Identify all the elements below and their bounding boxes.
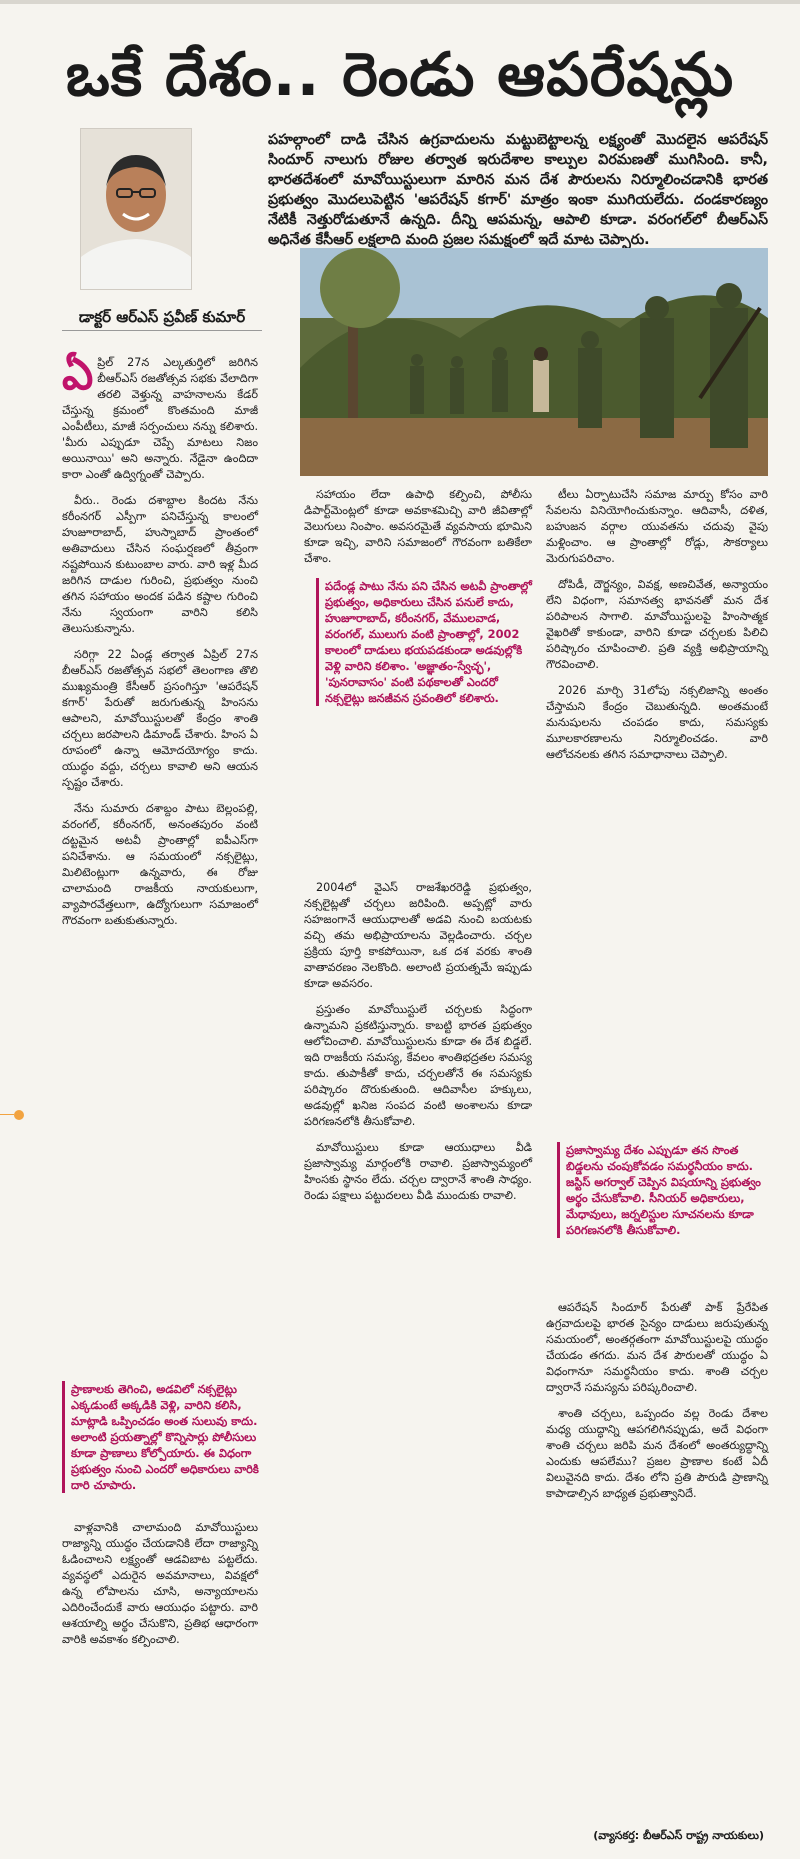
paragraph: మావోయిస్టులు కూడా ఆయుధాలు వీడి ప్రజాస్వామ్య మార్గంలోకి రావాలి. ప్రజాస్వామ్యంలో హింసకు స్థానం లేదు. చర్చల ద్వారానే శాంతి సాధ్యం. రెండు పక్షాలు పట్టుదలలు వీడి ముందుకు రావాలి.: [304, 1141, 532, 1202]
intro-paragraph: పహల్గాంలో దాడి చేసిన ఉగ్రవాదులను మట్టుబెట్టాలన్న లక్ష్యంతో మొదలైన ఆపరేషన్ సిందూర్ నాలుగు రోజుల తర్వాత ఇరుదేశాల కాల్పుల విరమణతో ముగిసింది. కానీ, భారతదేశంలో మావోయిస్టులుగా మారిన మన దేశ పౌరులను నిర్మూలించడానికి భారత ప్రభుత్వం మొదలుపెట్టిన 'ఆపరేషన్ కగార్' మాత్రం ఇంకా ముగియలేదు. దండకారణ్యం నేటికీ నెత్తురోడుతూనే ఉన్నది. దీన్ని ఆపమన్న, ఆపాలి కూడా. వరంగల్‌లో బీఆర్ఎస్ అధినేత కేసీఆర్ లక్షలాది మంది ప్రజల సమక్షంలో ఇదే మాట చెప్పారు.: [268, 132, 768, 248]
headline: ఒకే దేశం.. రెండు ఆపరేషన్లు: [65, 40, 735, 110]
byline-divider: [62, 330, 262, 331]
paragraph: ప్రస్తుతం మావోయిస్టులే చర్చలకు సిద్ధంగా ఉన్నామని ప్రకటిస్తున్నారు. కాబట్టి భారత ప్రభుత్వం ఆలోచించాలి. మావోయిస్టులను కూడా ఈ దేశ బిడ్డలే. ఇది రాజకీయ సమస్య, కేవలం శాంతిభద్రతల సమస్య కాదు. తుపాకీతో కాదు, చర్చలతోనే ఈ సమస్యకు పరిష్కారం దొరుకుతుంది. ఆదివాసీల హక్కులు, అడవుల్లో ఖనిజ సంపద వంటి అంశాలను కూడా పరిగణనలోకి తీసుకోవాలి.: [304, 1003, 532, 1128]
article-column-3: [546, 487, 768, 773]
author-credit: (వ్యాసకర్త: బీఆర్ఎస్ రాష్ట్ర నాయకులు): [593, 1829, 764, 1842]
security-forces-photo: [300, 248, 768, 476]
paragraph: టీలు ఏర్పాటుచేసి సమాజ మార్పు కోసం వారి సేవలను వినియోగించుకున్నాం. ఆదివాసీ, దళిత, బహుజన వర్గాల యువతను చదువు వైపు మళ్లించాం. ఆ ప్రాంతాల్లో రోడ్లు, సౌకర్యాలు మెరుగుపరిచాం.: [546, 488, 768, 565]
article-column-1: [62, 349, 258, 939]
article-column-3-continued: [546, 1300, 768, 1512]
article-column-1-continued: [62, 1520, 258, 1658]
paragraph: దోపిడీ, దౌర్జన్యం, వివక్ష, అణచివేత, అన్యాయం లేని విధంగా, సమానత్వ భావనతో మన దేశ పరిపాలన సాగాలి. మావోయిస్టులపై హింసాత్మక వైఖరితో కాకుండా, వారిని కూడా చర్చలకు పిలిచి పరిష్కారం చూపించాలి. ప్రతి వ్యక్తి అభిప్రాయాన్ని గౌరవించాలి.: [546, 578, 768, 671]
paragraph: నేను సుమారు దశాబ్దం పాటు బెల్లంపల్లి, వరంగల్, కరీంనగర్, అనంతపురం వంటి దట్టమైన అటవీ ప్రాంతాల్లో ఐపీఎస్‌గా పనిచేశాను. ఆ సమయంలో నక్సలైట్లు, మిలిటెంట్లుగా ఉన్నవారు, ఈ రోజు చాలామంది రాజకీయ నాయకులుగా, వ్యాపారవేత్తలుగా, ఉద్యోగులుగా సమాజంలో గౌరవంగా బతుకుతున్నారు.: [62, 802, 258, 927]
paragraph: ప్రిల్ 27న ఎల్కతుర్తిలో జరిగిన బీఆర్ఎస్ రజతోత్సవ సభకు వేలాదిగా తరలి వెళ్తున్న వాహనాలను కేడర్ చేస్తున్న క్రమంలో కొంతమంది మాజీ ఎంపీటీలు, మాజీ సర్పంచులు నన్ను కలిశారు. 'మీరు ఎప్పుడూ చెప్పే మాటలు నిజం అయినాయి' అని అన్నారు. నేడైనా ఉందిదా కారా ఎంతో ఉద్విగ్నంతో చెప్పారు.: [62, 356, 258, 481]
pull-quote-2: పదేండ్ల పాటు నేను పని చేసిన అటవీ ప్రాంతాల్లో ప్రభుత్వం, అధికారులు చేసిన పనులే కాదు, హుజూరాబాద్, కరీంనగర్, వేములవాడ, వరంగల్, ములుగు వంటి ప్రాంతాల్లో, 2002 కాలంలో దాడులు భయపడకుండా అడవుల్లోకి వెళ్లి వారిని కలిశాం. 'అజ్ఞాతం-స్వేచ్ఛ', 'పునరావాసం' వంటి పథకాలతో ఎందరో నక్సలైట్లు జనజీవన స్రవంతిలో కలిశారు.: [316, 578, 539, 706]
paragraph: సరిగ్గా 22 ఏండ్ల తర్వాత ఏప్రిల్ 27న బీఆర్ఎస్ రజతోత్సవ సభలో తెలంగాణ తొలి ముఖ్యమంత్రి కేసీఆర్ ప్రసంగిస్తూ 'ఆపరేషన్ కగార్' పేరుతో జరుగుతున్న హింసను ఆపాలని, మావోయిస్టులతో కేంద్రం శాంతి చర్చలు జరపాలని డిమాండ్ చేశారు. హింస ఏ రూపంలో ఉన్నా ఆమోదయోగ్యం కాదు. యుద్ధం వద్దు, చర్చలు కావాలి అని ఆయన స్పష్టం చేశారు.: [62, 648, 258, 789]
pull-quote-3: ప్రజాస్వామ్య దేశం ఎప్పుడూ తన సొంత బిడ్డలను చంపుకోవడం సమర్థనీయం కాదు. జస్టిస్ అగర్వాల్ చెప్పిన విషయాన్ని ప్రభుత్వం అర్థం చేసుకోవాలి. సీనియర్ అధికారులు, మేధావులు, జర్నలిస్టుల సూచనలను కూడా పరిగణనలోకి తీసుకోవాలి.: [557, 1142, 772, 1238]
paragraph: వీరు.. రెండు దశాబ్దాల కిందట నేను కరీంనగర్ ఎస్పీగా పనిచేస్తున్న కాలంలో హుజూరాబాద్, హుస్నాబాద్ ప్రాంతంలో అతివాదులు చేసిన సంఘర్షణలో తీవ్రంగా నష్టపోయిన కుటుంబాల వారు. వారి ఇళ్ల మీద జరిగిన దాడుల గురించి, ప్రభుత్వం నుంచి తగిన సహాయం అందక పడిన కష్టాల గురించి నేను స్వయంగా వారిని కలిసి తెలుసుకున్నాను.: [62, 494, 258, 635]
author-byline: డాక్టర్ ఆర్ఎస్ ప్రవీణ్ కుమార్: [78, 308, 246, 326]
article-column-2: [304, 487, 532, 577]
side-marker-dot: [14, 1110, 24, 1120]
paragraph: 2004లో వైఎస్ రాజశేఖరరెడ్డి ప్రభుత్వం, నక్సలైట్లతో చర్చలు జరిపింది. అప్పట్లో వారు సహజంగానే ఆయుధాలతో అడవి నుంచి బయటకు వచ్చి తమ అభిప్రాయాలను వెల్లడించారు. చర్చల ప్రక్రియ పూర్తి కాకపోయినా, ఒక దశ వరకు శాంతి వాతావరణం నెలకొంది. అలాంటి ప్రయత్నమే ఇప్పుడు కూడా అవసరం.: [304, 881, 532, 990]
pull-quote-1: ప్రాణాలకు తెగించి, అడవిలో నక్సలైట్లు ఎక్కడుంటే అక్కడికి వెళ్లి, వారిని కలిసి, మాట్లాడి ఒప్పించడం అంత సులువు కాదు. అలాంటి ప్రయత్నాల్లో కొన్నిసార్లు పోలీసులు కూడా ప్రాణాలు కోల్పోయారు. ఈ విధంగా ప్రభుత్వం నుంచి ఎందరో అధికారులు వారికి దారి చూపారు.: [62, 1381, 261, 1493]
side-marker-line: [0, 1114, 14, 1115]
top-border: [0, 0, 800, 4]
paragraph: శాంతి చర్చలు, ఒప్పందం వల్ల రెండు దేశాల మధ్య యుద్ధాన్ని ఆపగలిగినప్పుడు, అదే విధంగా శాంతి చర్చలు జరిపి మన దేశంలో అంతర్యుద్ధాన్ని ఎందుకు ఆపలేము? ప్రజల ప్రాణాల కంటే ఏదీ విలువైనది కాదు. దేశం లోని ప్రతి పౌరుడి ప్రాణాన్ని కాపాడాల్సిన బాధ్యత ప్రభుత్వానిదే.: [546, 1407, 768, 1500]
paragraph: ఆపరేషన్ సిందూర్ పేరుతో పాక్ ప్రేరేపిత ఉగ్రవాదులపై భారత సైన్యం దాడులు జరుపుతున్న సమయంలో, అంతర్గతంగా మావోయిస్టులపై యుద్ధం చేయడం తగదు. మన దేశ పౌరులతో యుద్ధం ఏ విధంగానూ సమర్థనీయం కాదు. శాంతి చర్చల ద్వారానే సమస్యను పరిష్కరించాలి.: [546, 1301, 768, 1394]
paragraph: వాళ్లవానికి చాలామంది మావోయిస్టులు రాజ్యాన్ని యుద్ధం చేయడానికి లేదా రాజ్యాన్ని ఓడించాలని లక్ష్యంతో ఆడవిబాట పట్టలేదు. వ్యవస్థలో ఎదురైన అవమానాలు, వివక్షలో ఉన్న లోపాలను చూసి, అన్యాయాలను ఎదిరించేందుకే వారు ఆయుధం పట్టారు. వారి ఆశయాల్ని అర్థం చేసుకొని, ప్రతిభ ఆధారంగా వారికి అవకాశం కల్పించాలి.: [62, 1521, 258, 1646]
article-column-2-continued: [304, 880, 532, 1214]
drop-cap: ఏ: [62, 349, 94, 400]
paragraph: 2026 మార్చి 31లోపు నక్సలిజాన్ని అంతం చేస్తామని కేంద్రం చెబుతున్నది. అంతమంటే మనుషులను చంపడం కాదు, సమస్యకు మూలకారణాలను నిర్మూలించడం. వారి ఆలోచనలకు తగిన సమాధానాలు చెప్పాలి.: [546, 684, 768, 761]
author-photo: [80, 128, 192, 290]
paragraph: సహాయం లేదా ఉపాధి కల్పించి, పోలీసు డిపార్ట్‌మెంట్లలో కూడా అవకాశమిచ్చి వారి జీవితాల్లో వెలుగులు నింపాం. అవసరమైతే వ్యవసాయ భూమిని కూడా ఇచ్చి, వారిని సమాజంలో గౌరవంగా బతికేలా చేశాం.: [304, 488, 532, 565]
